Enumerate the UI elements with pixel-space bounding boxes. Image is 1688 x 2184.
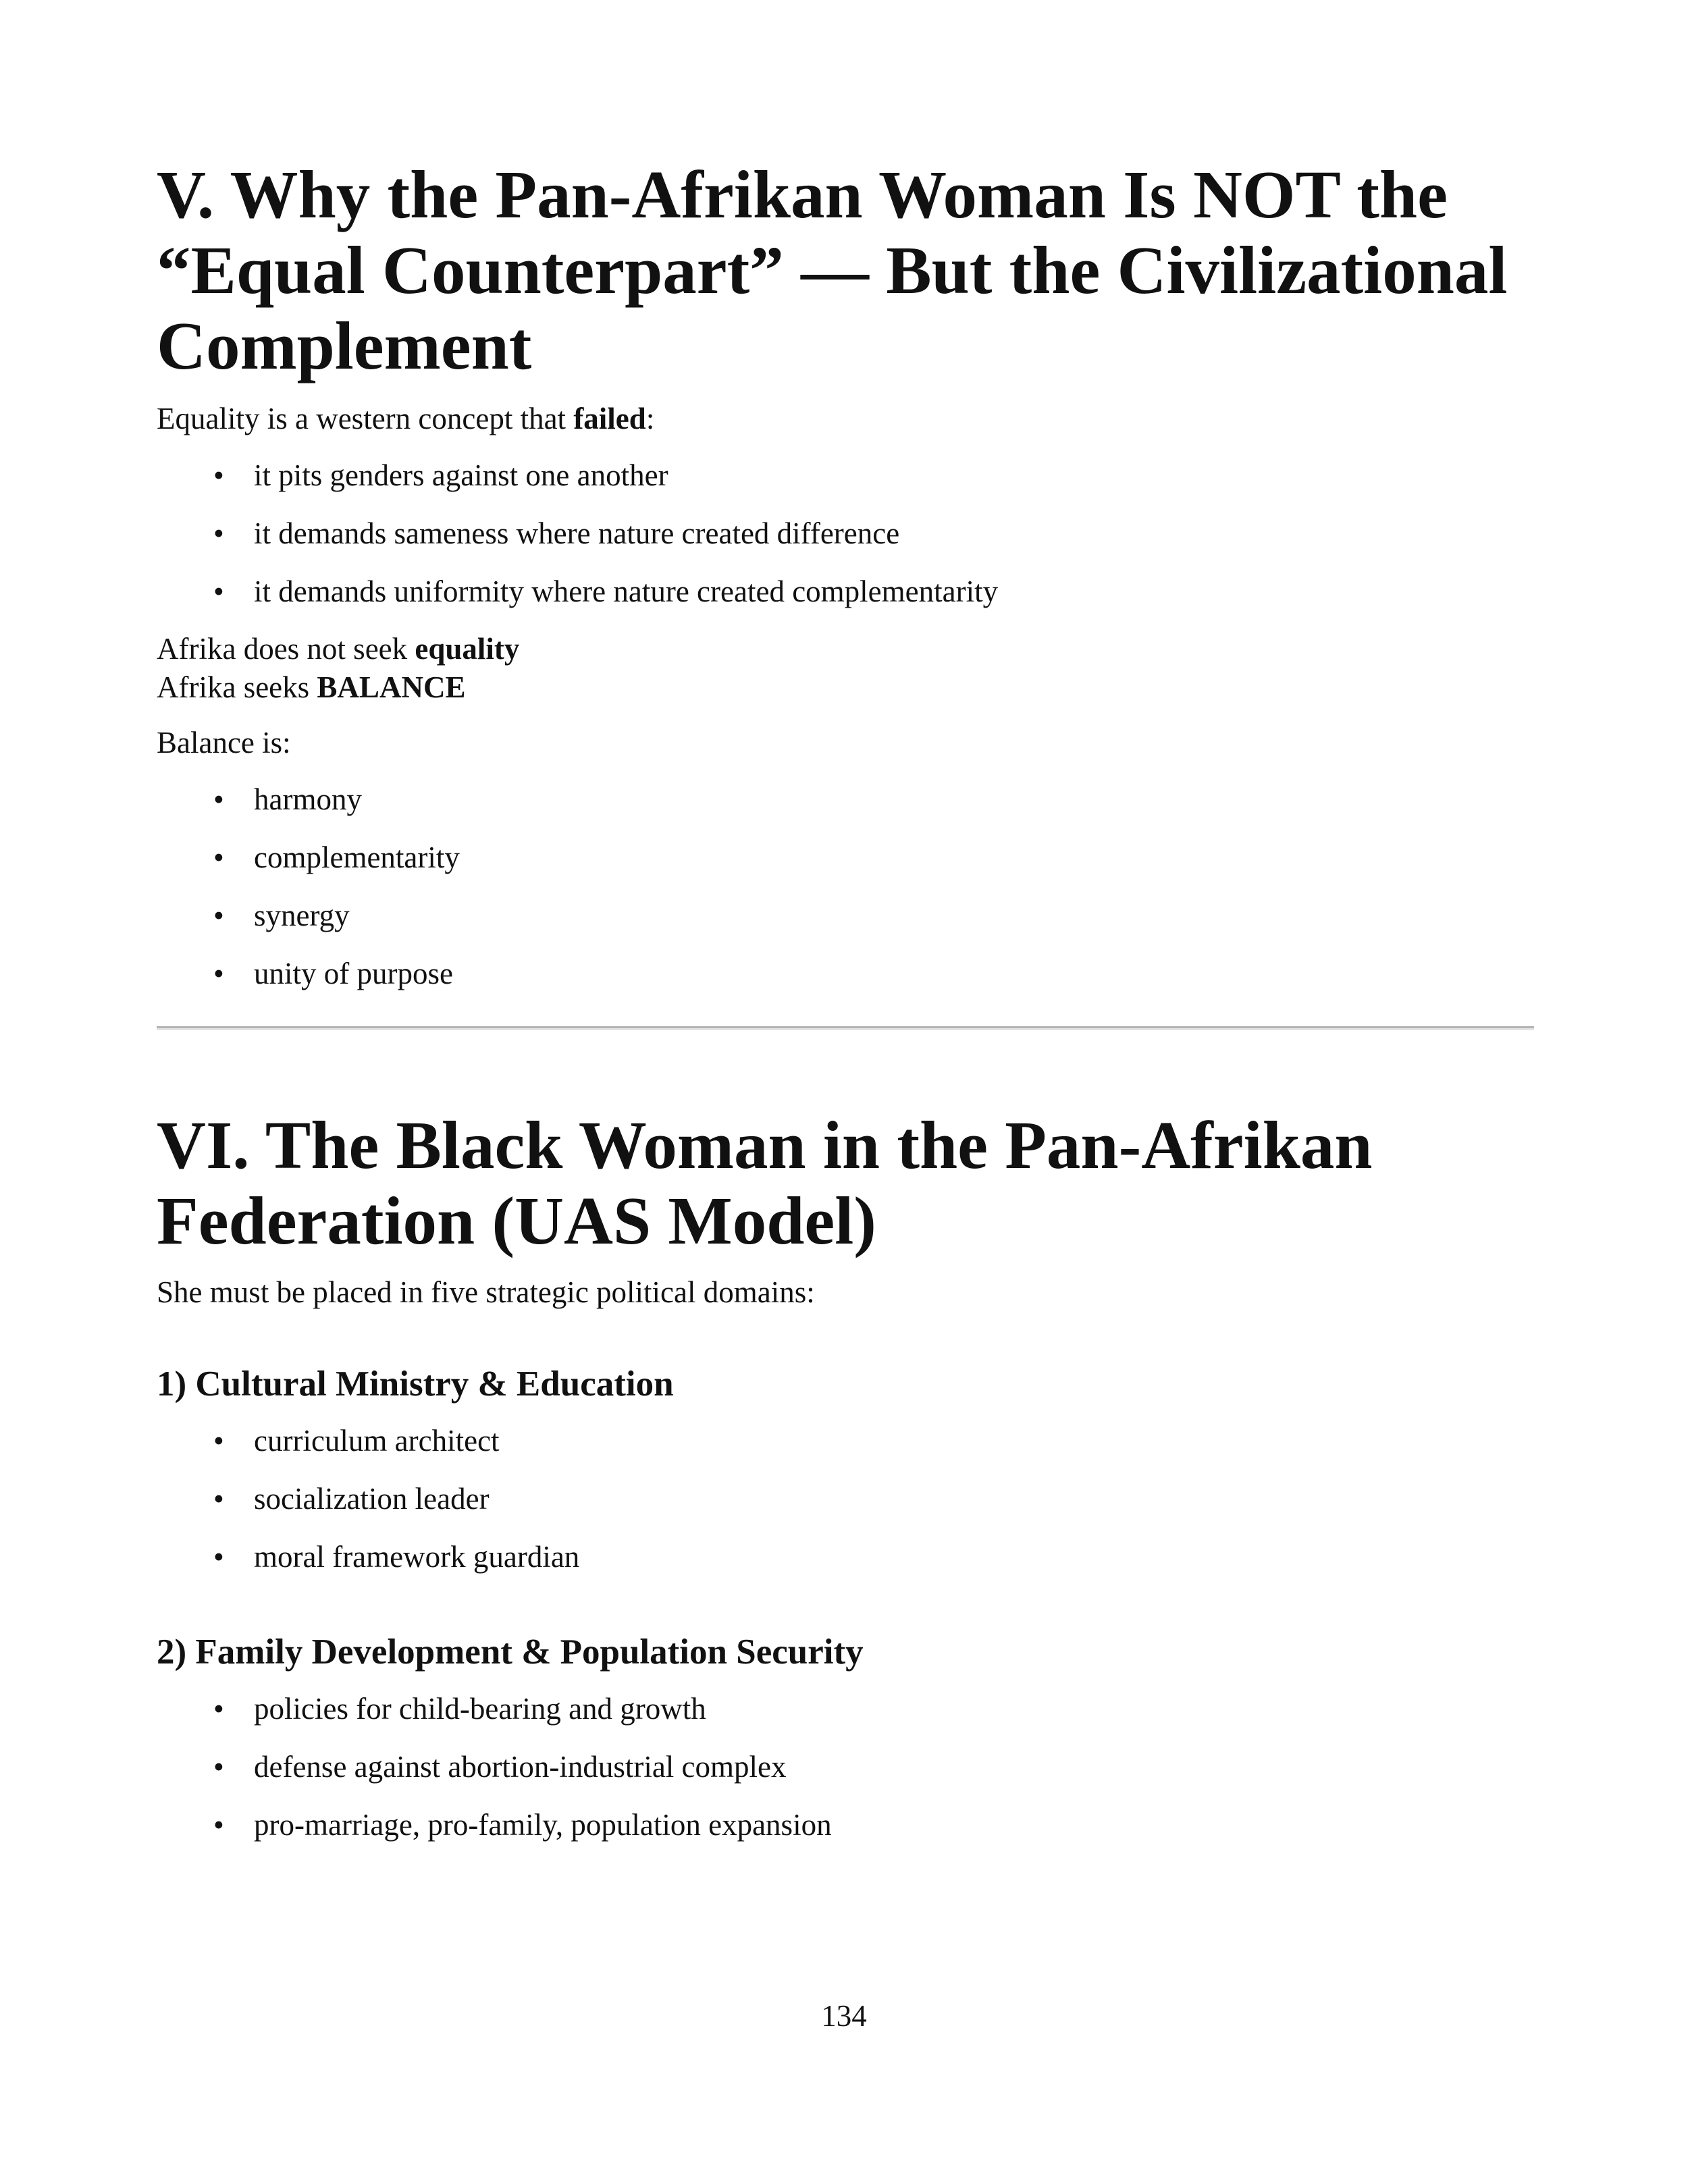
list-item-text: complementarity bbox=[254, 841, 460, 874]
equality-statement-bold: equality bbox=[415, 632, 520, 666]
balance-statement-text: Afrika seeks bbox=[157, 670, 317, 704]
bullet-icon: • bbox=[213, 957, 224, 990]
list-item bbox=[157, 1422, 1534, 1460]
list-item bbox=[157, 456, 1534, 495]
list-item bbox=[157, 1538, 1534, 1576]
domain-1-heading: 1) Cultural Ministry & Education bbox=[157, 1364, 674, 1404]
equality-statement bbox=[157, 630, 519, 668]
bullet-icon: • bbox=[213, 1482, 224, 1516]
domain-1-list bbox=[157, 1422, 1534, 1576]
equality-intro-end: : bbox=[645, 402, 655, 435]
list-item bbox=[157, 1480, 1534, 1518]
bullet-icon: • bbox=[213, 575, 224, 608]
bullet-icon: • bbox=[213, 899, 224, 932]
list-item-text: pro-marriage, pro-family, population expansion bbox=[254, 1808, 832, 1842]
list-item bbox=[157, 838, 1534, 877]
bullet-icon: • bbox=[213, 1540, 224, 1574]
list-item bbox=[157, 1806, 1534, 1844]
equality-intro-bold: failed bbox=[573, 402, 646, 435]
bullet-icon: • bbox=[213, 1750, 224, 1784]
list-item bbox=[157, 955, 1534, 993]
list-item bbox=[157, 572, 1534, 611]
equality-intro bbox=[157, 400, 654, 438]
balance-intro: Balance is: bbox=[157, 726, 291, 760]
balance-statement-bold: BALANCE bbox=[317, 670, 466, 704]
section-6-intro: She must be placed in five strategic political domains: bbox=[157, 1275, 815, 1309]
list-item bbox=[157, 514, 1534, 553]
list-item-text: moral framework guardian bbox=[254, 1540, 580, 1574]
list-item bbox=[157, 780, 1534, 819]
section-divider bbox=[157, 1026, 1534, 1030]
list-item-text: curriculum architect bbox=[254, 1424, 500, 1458]
section-6-heading: VI. The Black Woman in the Pan-Afrikan Federation (UAS Model) bbox=[157, 1107, 1373, 1258]
equality-statement-text: Afrika does not seek bbox=[157, 632, 415, 666]
bullet-icon: • bbox=[213, 1808, 224, 1842]
balance-list bbox=[157, 780, 1534, 993]
bullet-icon: • bbox=[213, 782, 224, 816]
page-number: 134 bbox=[821, 1999, 867, 2033]
list-item-text: policies for child-bearing and growth bbox=[254, 1692, 706, 1726]
equality-intro-text: Equality is a western concept that bbox=[157, 402, 574, 435]
bullet-icon: • bbox=[213, 841, 224, 874]
domain-2-heading: 2) Family Development & Population Security bbox=[157, 1632, 864, 1672]
list-item-text: it demands uniformity where nature created complementarity bbox=[254, 575, 999, 608]
list-item-text: unity of purpose bbox=[254, 957, 453, 990]
list-item bbox=[157, 1748, 1534, 1786]
section-5-heading: V. Why the Pan-Afrikan Woman Is NOT the “Equal Counterpart” — But the Civilizational Complement bbox=[157, 157, 1508, 383]
bullet-icon: • bbox=[213, 516, 224, 550]
balance-statement bbox=[157, 668, 465, 707]
failures-list bbox=[157, 456, 1534, 611]
list-item-text: harmony bbox=[254, 782, 362, 816]
domain-2-list bbox=[157, 1690, 1534, 1844]
list-item bbox=[157, 897, 1534, 935]
list-item bbox=[157, 1690, 1534, 1728]
bullet-icon: • bbox=[213, 458, 224, 492]
bullet-icon: • bbox=[213, 1692, 224, 1726]
bullet-icon: • bbox=[213, 1424, 224, 1458]
list-item-text: synergy bbox=[254, 899, 350, 932]
list-item-text: it pits genders against one another bbox=[254, 458, 668, 492]
list-item-text: socialization leader bbox=[254, 1482, 490, 1516]
list-item-text: defense against abortion-industrial complex bbox=[254, 1750, 787, 1784]
list-item-text: it demands sameness where nature created difference bbox=[254, 516, 900, 550]
